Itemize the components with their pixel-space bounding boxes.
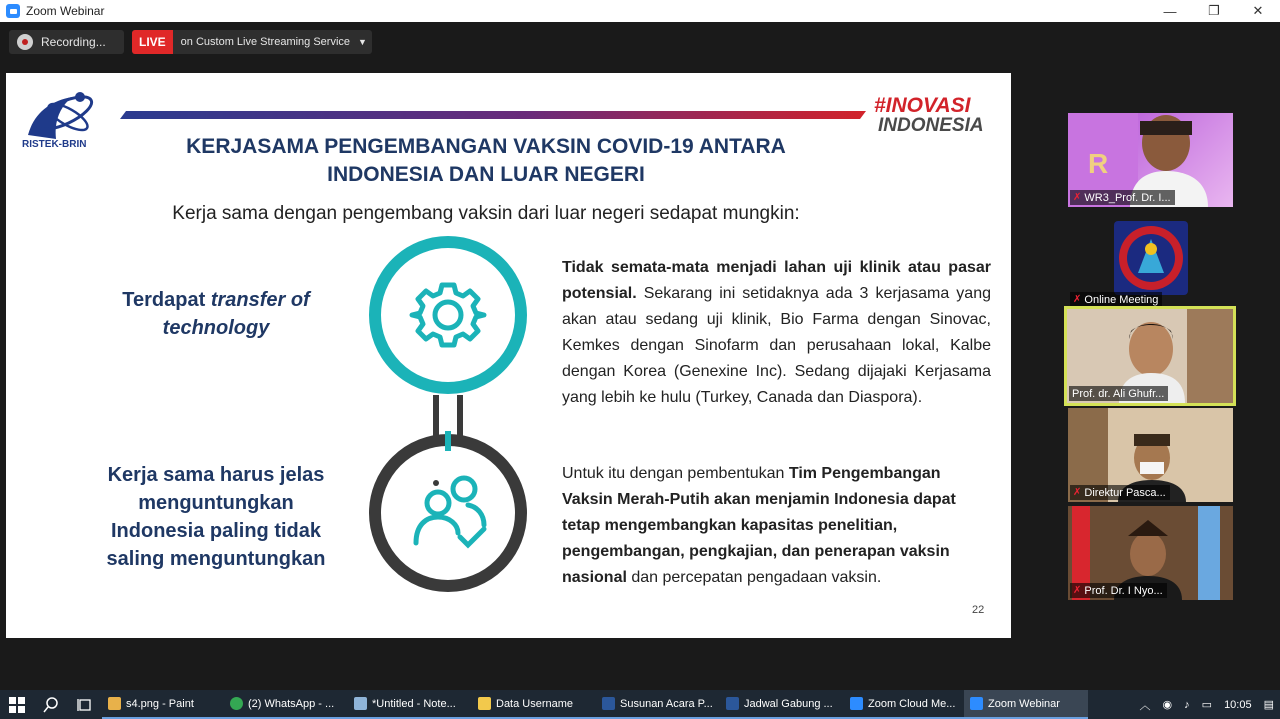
zoom-main-area	[0, 22, 1280, 690]
participant-name: Prof. dr. Ali Ghufr...	[1069, 386, 1168, 401]
participant-tile[interactable]	[1068, 506, 1233, 600]
word-icon	[602, 697, 615, 710]
search-icon[interactable]	[34, 690, 68, 719]
close-button[interactable]: ✕	[1252, 3, 1264, 18]
participant-tile[interactable]	[1068, 215, 1233, 309]
taskbar-item-notepad[interactable]: *Untitled - Note...	[348, 690, 472, 719]
slide-title	[126, 133, 846, 189]
svg-text:R: R	[1088, 148, 1109, 179]
taskbar-item-susunan-acara[interactable]: Susunan Acara P...	[596, 690, 720, 719]
participant-name: ✗ WR3_Prof. Dr. I...	[1070, 190, 1175, 205]
para2-bold: Tim Pengembangan Vaksin Merah-Putih akan menjamin Indonesia dapat tetap mengembangkan kapasitas penelitian, pengembangan, pengkajian, dan penerapan vaksin nasional	[562, 465, 956, 586]
paragraph-team	[562, 461, 991, 591]
para2-a: Untuk itu dengan pembentukan	[562, 465, 789, 482]
windows-start-button[interactable]	[0, 690, 34, 719]
windows-taskbar	[0, 690, 1280, 719]
para1-rest: Sekarang ini setidaknya ada 3 kerjasama yang akan atau sedang uji klinik, Bio Farma dengan Sinovac, Kemkes dengan Sinofarm dan perusahaan lokal, Kalbe dengan Korea (Genexine Inc). Sedang dijajaki Kerjasama yang lebih ke hulu (Turkey, Canada dan Diaspora).	[562, 285, 991, 406]
taskbar-item-whatsapp[interactable]: (2) WhatsApp - ...	[224, 690, 348, 719]
gear-icon	[412, 285, 484, 345]
keyhole-graphic	[361, 235, 536, 610]
participant-tile[interactable]	[1068, 113, 1233, 207]
taskbar-item-zoom-cloud[interactable]: Zoom Cloud Me...	[844, 690, 964, 719]
logo-text: RISTEK-BRIN	[22, 139, 87, 150]
notification-icon[interactable]: ▤	[1263, 699, 1274, 711]
taskbar-item-paint[interactable]: s4.png - Paint	[102, 690, 224, 719]
zoom-icon	[970, 697, 983, 710]
hashtag-line1: #INOVASI	[874, 94, 971, 117]
notepad-icon	[354, 697, 367, 710]
zoom-icon	[850, 697, 863, 710]
slide-subtitle: Kerja sama dengan pengembang vaksin dari luar negeri sedapat mungkin:	[172, 203, 800, 224]
paragraph-cooperation	[562, 255, 991, 411]
live-stream-menu[interactable]	[132, 30, 372, 54]
battery-icon[interactable]: ▭	[1201, 699, 1213, 711]
word-icon	[726, 697, 739, 710]
restore-button[interactable]: ❐	[1208, 3, 1220, 18]
zoom-app-icon	[6, 4, 20, 18]
mic-muted-icon: ✗	[1073, 487, 1082, 498]
mic-muted-icon: ✗	[1073, 585, 1082, 596]
participant-name: ✗ Online Meeting	[1070, 292, 1162, 307]
minimize-button[interactable]: —	[1163, 3, 1177, 19]
paint-icon	[108, 697, 121, 710]
recording-indicator[interactable]	[9, 30, 124, 54]
participant-name: ✗ Direktur Pasca...	[1070, 485, 1170, 500]
chevron-down-icon: ▼	[358, 37, 367, 47]
recording-icon	[17, 34, 33, 50]
live-service-label: on Custom Live Streaming Service	[180, 36, 351, 48]
window-title: Zoom Webinar	[26, 4, 105, 18]
slide-title-line2: INDONESIA DAN LUAR NEGERI	[327, 163, 645, 186]
windows-logo-icon	[9, 697, 25, 713]
window-titlebar	[0, 0, 1280, 22]
taskbar-item-data-username[interactable]: Data Username	[472, 690, 596, 719]
live-badge: LIVE	[132, 30, 173, 54]
point-transfer-technology	[96, 286, 336, 342]
para1-bold: Tidak semata-mata menjadi lahan uji klinik atau pasar potensial.	[562, 259, 991, 302]
participant-name: ✗ Prof. Dr. I Nyo...	[1070, 583, 1167, 598]
point1-text-c: technology	[162, 317, 270, 339]
mic-muted-icon: ✗	[1073, 294, 1082, 305]
inovasi-indonesia-logo	[874, 95, 984, 135]
header-stripe	[120, 111, 866, 119]
slide-title-line1: KERJASAMA PENGEMBANGAN VAKSIN COVID-19 ANTARA	[186, 135, 786, 158]
volume-icon[interactable]: ♪	[1184, 698, 1190, 711]
participant-tile[interactable]	[1068, 408, 1233, 502]
chrome-icon	[230, 697, 243, 710]
task-view-icon[interactable]	[68, 690, 102, 719]
users-check-icon	[416, 478, 484, 545]
taskbar-item-jadwal-gabung[interactable]: Jadwal Gabung ...	[720, 690, 844, 719]
point-mutual-benefit: Kerja sama harus jelas menguntungkan Indonesia paling tidak saling menguntungkan	[106, 464, 326, 570]
chevron-up-icon[interactable]: ︿	[1139, 699, 1151, 712]
slide-page-number: 22	[972, 604, 985, 616]
taskbar-item-zoom-webinar[interactable]: Zoom Webinar	[964, 690, 1088, 719]
folder-icon	[478, 697, 491, 710]
participant-tile-active-speaker[interactable]	[1064, 306, 1236, 406]
clock-time[interactable]: 10:05	[1224, 698, 1252, 711]
point1-text-a: Terdapat	[122, 289, 211, 311]
system-tray	[1134, 690, 1280, 719]
network-icon[interactable]: ◉	[1162, 699, 1173, 711]
point1-text-b: transfer of	[210, 289, 310, 311]
mic-muted-icon: ✗	[1073, 192, 1082, 203]
shared-slide	[6, 73, 1011, 638]
recording-label: Recording...	[41, 35, 106, 49]
hashtag-line2: INDONESIA	[878, 115, 984, 136]
para2-c: dan percepatan pengadaan vaksin.	[626, 569, 882, 586]
